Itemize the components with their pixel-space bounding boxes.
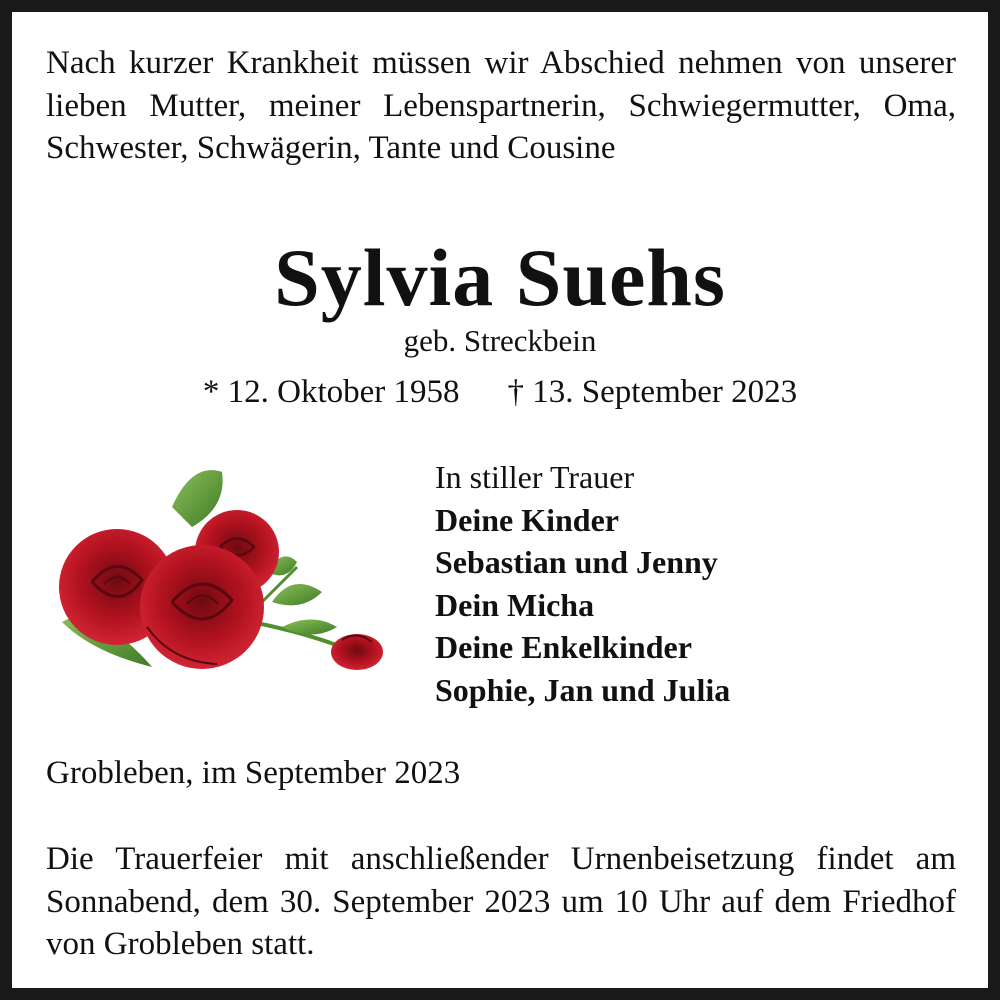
mourner-line: Dein Micha — [435, 586, 595, 623]
mourner-line: Deine Enkelkinder — [435, 629, 692, 665]
deceased-name: Sylvia Suehs — [274, 232, 726, 323]
death-date: † 13. September 2023 — [507, 374, 798, 410]
mourner-line: Sebastian und Jenny — [435, 544, 718, 580]
mourners-lead: In stiller Trauer — [435, 459, 635, 495]
place-date: Grobleben, im September 2023 — [46, 755, 461, 791]
red-roses-bouquet-icon — [42, 452, 387, 682]
funeral-text: Die Trauerfeier mit anschließender Urnenbeisetzung findet am Sonnabend, dem 30. September 2023 um 10 Uhr auf dem Friedhof von Grobleben statt. — [46, 841, 956, 962]
birth-date: * 12. Oktober 1958 — [202, 374, 460, 410]
maiden-name: geb. Streckbein — [403, 323, 597, 358]
intro-text: Nach kurzer Krankheit müssen wir Abschied nehmen von unserer lieben Mutter, meiner Lebenspartnerin, Schwiegermutter, Oma, Schwester, Schwägerin, Tante und Cousine — [46, 45, 956, 166]
mourner-line: Deine Kinder — [435, 501, 619, 538]
mourners-block — [435, 456, 975, 711]
mourner-line: Sophie, Jan und Julia — [435, 671, 731, 708]
life-dates — [12, 372, 988, 412]
